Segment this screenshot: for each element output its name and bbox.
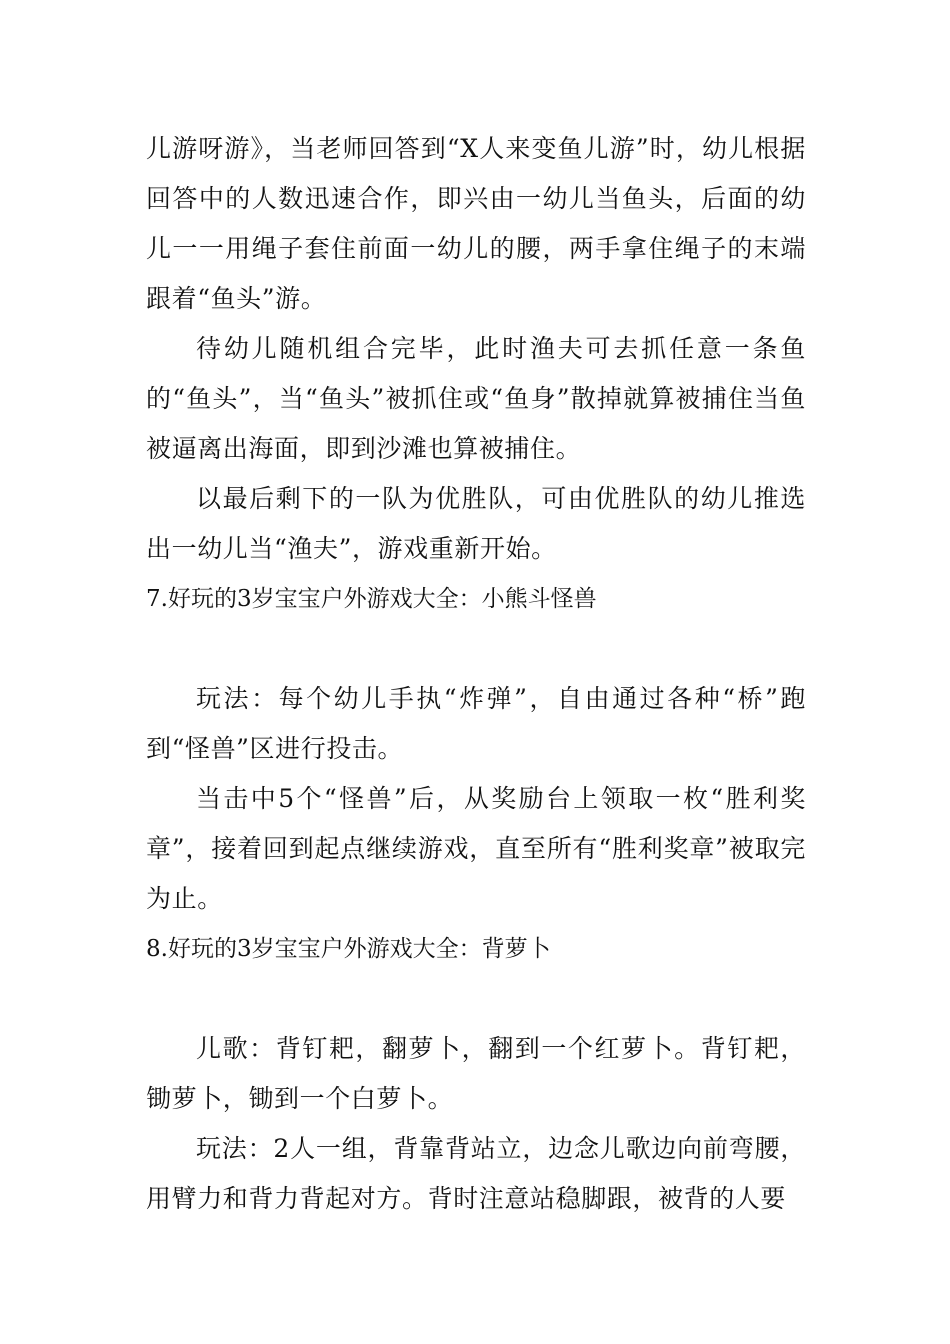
section-heading-7: 7.好玩的3岁宝宝户外游戏大全：小熊斗怪兽 [146, 586, 597, 612]
paragraph-carry-gameplay: 玩法：2人一组，背靠背站立，边念儿歌边向前弯腰，用臂力和背力背起对方。背时注意站稳脚跟，被背的人要 [146, 1134, 806, 1213]
paragraph-fisherman-catch: 待幼儿随机组合完毕，此时渔夫可去抓任意一条鱼的“鱼头”，当“鱼头”被抓住或“鱼身”散掉就算被捕住当鱼被逼离出海面，即到沙滩也算被捕住。 [146, 334, 806, 463]
blank-line [146, 624, 806, 674]
paragraph-fish-game-rules: 儿游呀游》，当老师回答到“X人来变鱼儿游”时，幼儿根据回答中的人数迅速合作，即兴由一幼儿当鱼头，后面的幼儿一一用绳子套住前面一幼儿的腰，两手拿住绳子的末端跟着“鱼头”游。 [146, 134, 806, 313]
paragraph-bear-medal: 当击中5个“怪兽”后，从奖励台上领取一枚“胜利奖章”，接着回到起点继续游戏，直至所有“胜利奖章”被取完为止。 [146, 784, 806, 913]
paragraph-bear-gameplay: 玩法：每个幼儿手执“炸弹”，自由通过各种“桥”跑到“怪兽”区进行投击。 [146, 684, 806, 763]
blank-line [146, 974, 806, 1024]
paragraph-nursery-rhyme: 儿歌：背钉耙，翻萝卜，翻到一个红萝卜。背钉耙，锄萝卜，锄到一个白萝卜。 [146, 1034, 806, 1113]
paragraph-winning-team: 以最后剩下的一队为优胜队，可由优胜队的幼儿推选出一幼儿当“渔夫”，游戏重新开始。 [146, 484, 806, 563]
document-body [146, 124, 806, 1224]
section-heading-8: 8.好玩的3岁宝宝户外游戏大全：背萝卜 [146, 936, 551, 962]
